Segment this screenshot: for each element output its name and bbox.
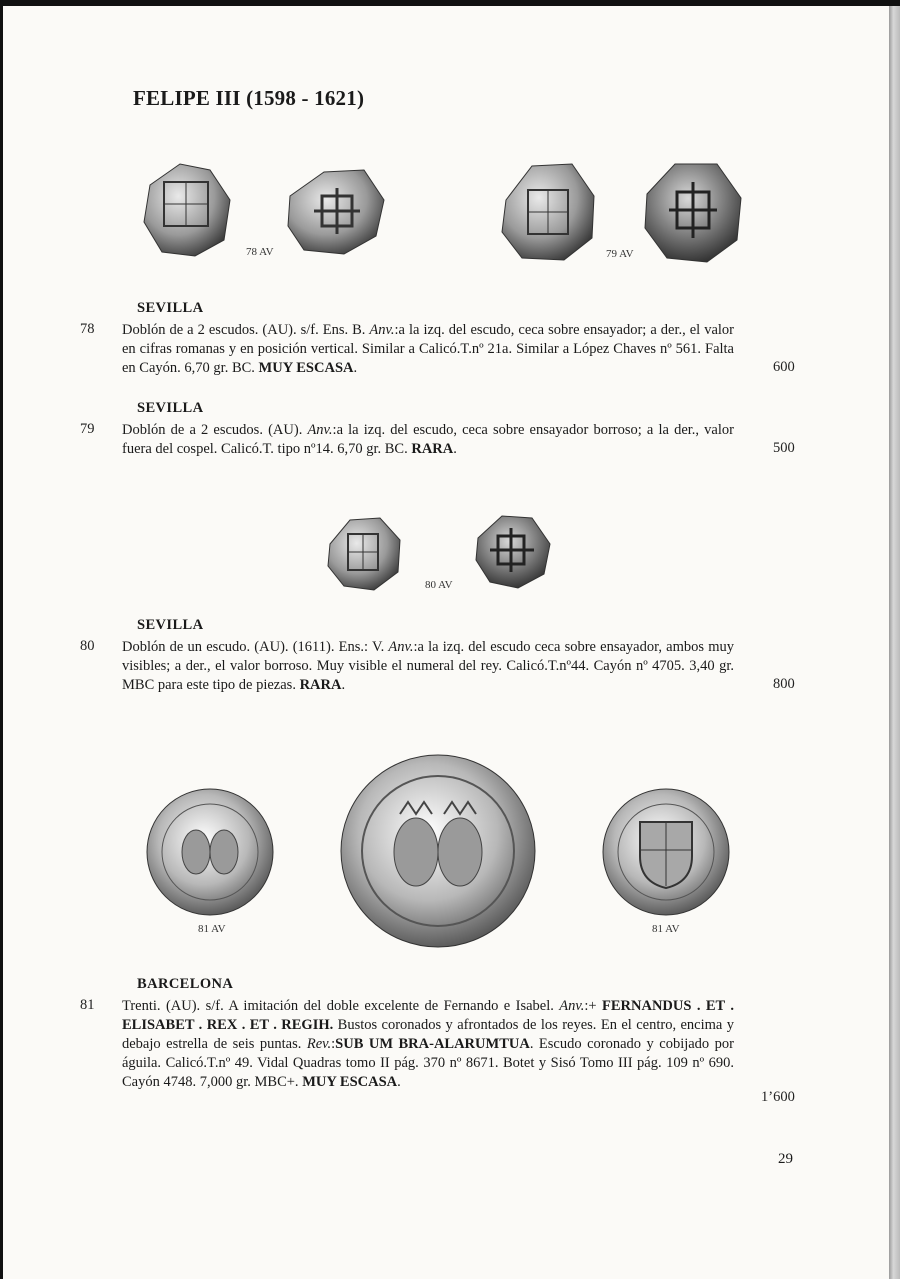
coin-81-reverse bbox=[600, 786, 732, 918]
coin-78-obverse bbox=[140, 160, 236, 260]
coin-80-obverse bbox=[324, 514, 404, 592]
page-edge bbox=[889, 6, 900, 1279]
coin-80-reverse bbox=[472, 512, 552, 590]
lot-78-mint: SEVILLA bbox=[137, 300, 204, 316]
lot-81-price: 1’600 bbox=[761, 1089, 795, 1105]
lot-78-price: 600 bbox=[773, 359, 795, 375]
lot-79-number: 79 bbox=[80, 421, 95, 437]
coin-label-80: 80 AV bbox=[425, 579, 453, 591]
coin-79-obverse bbox=[498, 160, 598, 264]
lot-80-mint: SEVILLA bbox=[137, 617, 204, 633]
coin-label-81-right: 81 AV bbox=[652, 923, 680, 935]
coin-79-reverse bbox=[641, 158, 745, 264]
page-number: 29 bbox=[778, 1151, 793, 1167]
lot-80-price: 800 bbox=[773, 676, 795, 692]
lot-78-number: 78 bbox=[80, 321, 95, 337]
lot-81-description: Trenti. (AU). s/f. A imitación del doble excelente de Fernando e Isabel. Anv.:+ FERNANDUS . ET . ELISABET . REX . ET . REGIH. Bustos coronados y afrontados de los reyes. En el centro, encima y debajo estrella de seis puntas. Rev.:SUB UM BRA-ALARUMTUA. Escudo coronado y cobijado por águila. Calicó.T.nº 49. Vidal Quadras tomo II pág. 370 nº 8671. Botet y Sisó Tomo III pág. 109 nº 690. Cayón 4748. 7,000 gr. MBC+. MUY ESCASA. bbox=[122, 998, 734, 1090]
lot-79-mint: SEVILLA bbox=[137, 400, 204, 416]
coin-label-78: 78 AV bbox=[246, 246, 274, 258]
lot-80-number: 80 bbox=[80, 638, 95, 654]
page-title: FELIPE III (1598 - 1621) bbox=[133, 86, 365, 110]
coin-label-81-left: 81 AV bbox=[198, 923, 226, 935]
coin-78-reverse bbox=[284, 166, 388, 258]
lot-80-description: Doblón de un escudo. (AU). (1611). Ens.: V. Anv.:a la izq. del escudo ceca sobre ensayador, ambos muy visibles; a der., el valor borroso. Muy visible el numeral del rey. Calicó.T.nº44. Cayón nº 4705. 3,40 gr. MBC para este tipo de piezas. RARA. bbox=[122, 639, 734, 693]
coin-81-obverse-small bbox=[144, 786, 276, 918]
lot-79-description: Doblón de a 2 escudos. (AU). Anv.:a la izq. del escudo, ceca sobre ensayador borroso; a la der., valor fuera del cospel. Calicó.T. tipo nº14. 6,70 gr. BC. RARA. bbox=[122, 422, 734, 457]
lot-81-number: 81 bbox=[80, 997, 95, 1013]
coin-label-79: 79 AV bbox=[606, 248, 634, 260]
lot-78-description: Doblón de a 2 escudos. (AU). s/f. Ens. B. Anv.:a la izq. del escudo, ceca sobre ensayador; a der., el valor en cifras romanas y en posición vertical. Similar a Calicó.T.nº 21a. Similar a López Chaves nº 561. Falta en Cayón. 6,70 gr. BC. MUY ESCASA. bbox=[122, 322, 734, 376]
lot-79-price: 500 bbox=[773, 440, 795, 456]
lot-81-mint: BARCELONA bbox=[137, 976, 234, 992]
coin-81-obverse-enlarged bbox=[338, 752, 538, 950]
